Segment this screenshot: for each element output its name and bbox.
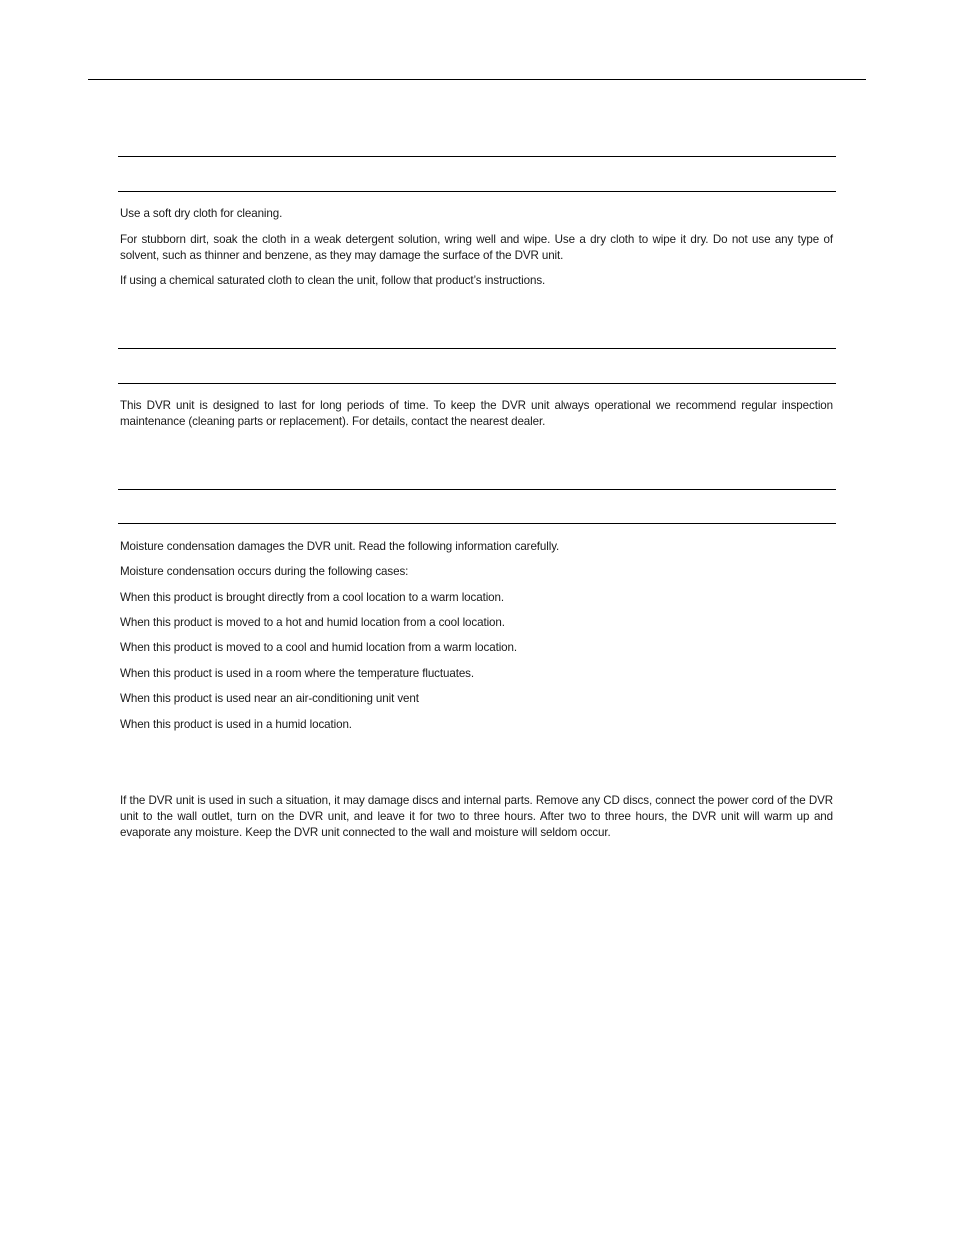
section-rule-top (118, 156, 836, 157)
condensation-case: When this product is brought directly from a cool location to a warm location. (120, 591, 504, 604)
condensation-case: When this product is used in a humid location. (120, 718, 352, 731)
condensation-case: When this product is moved to a cool and humid location from a warm location. (120, 641, 517, 654)
condensation-case: When this product is used near an air-conditioning unit vent (120, 692, 419, 705)
cleaning-paragraph: Use a soft dry cloth for cleaning. (120, 207, 283, 220)
cleaning-paragraph: For stubborn dirt, soak the cloth in a weak detergent solution, wring well and wipe. Use a dry cloth to wipe it dry. Do not use any type of solvent, such as thinner and benzene, as they may damage the surface of the DVR unit. (120, 233, 833, 262)
section-rule-bottom (118, 191, 836, 192)
condensation-intro: Moisture condensation damages the DVR unit. Read the following information carefully. (120, 540, 560, 553)
condensation-case: When this product is used in a room where the temperature fluctuates. (120, 667, 474, 680)
header-rule (88, 79, 866, 80)
cleaning-paragraph: If using a chemical saturated cloth to clean the unit, follow that product’s instructions. (120, 274, 546, 287)
condensation-case: When this product is moved to a hot and humid location from a cool location. (120, 616, 505, 629)
section-rule-bottom (118, 383, 836, 384)
section-rule-bottom (118, 523, 836, 524)
maintenance-paragraph: This DVR unit is designed to last for long periods of time. To keep the DVR unit always operational we recommend regular inspection maintenance (cleaning parts or replacement). For details, contact the nearest dealer. (120, 399, 833, 428)
section-rule-top (118, 348, 836, 349)
condensation-advice: If the DVR unit is used in such a situation, it may damage discs and internal parts. Remove any CD discs, connect the power cord of the DVR unit to the wall outlet, turn on the DVR unit, and leave it for two to three hours. After two to three hours, the DVR unit will warm up and evaporate any moisture. Keep the DVR unit connected to the wall and moisture will seldom occur. (120, 794, 833, 839)
condensation-cases-intro: Moisture condensation occurs during the following cases: (120, 565, 409, 578)
section-rule-top (118, 489, 836, 490)
